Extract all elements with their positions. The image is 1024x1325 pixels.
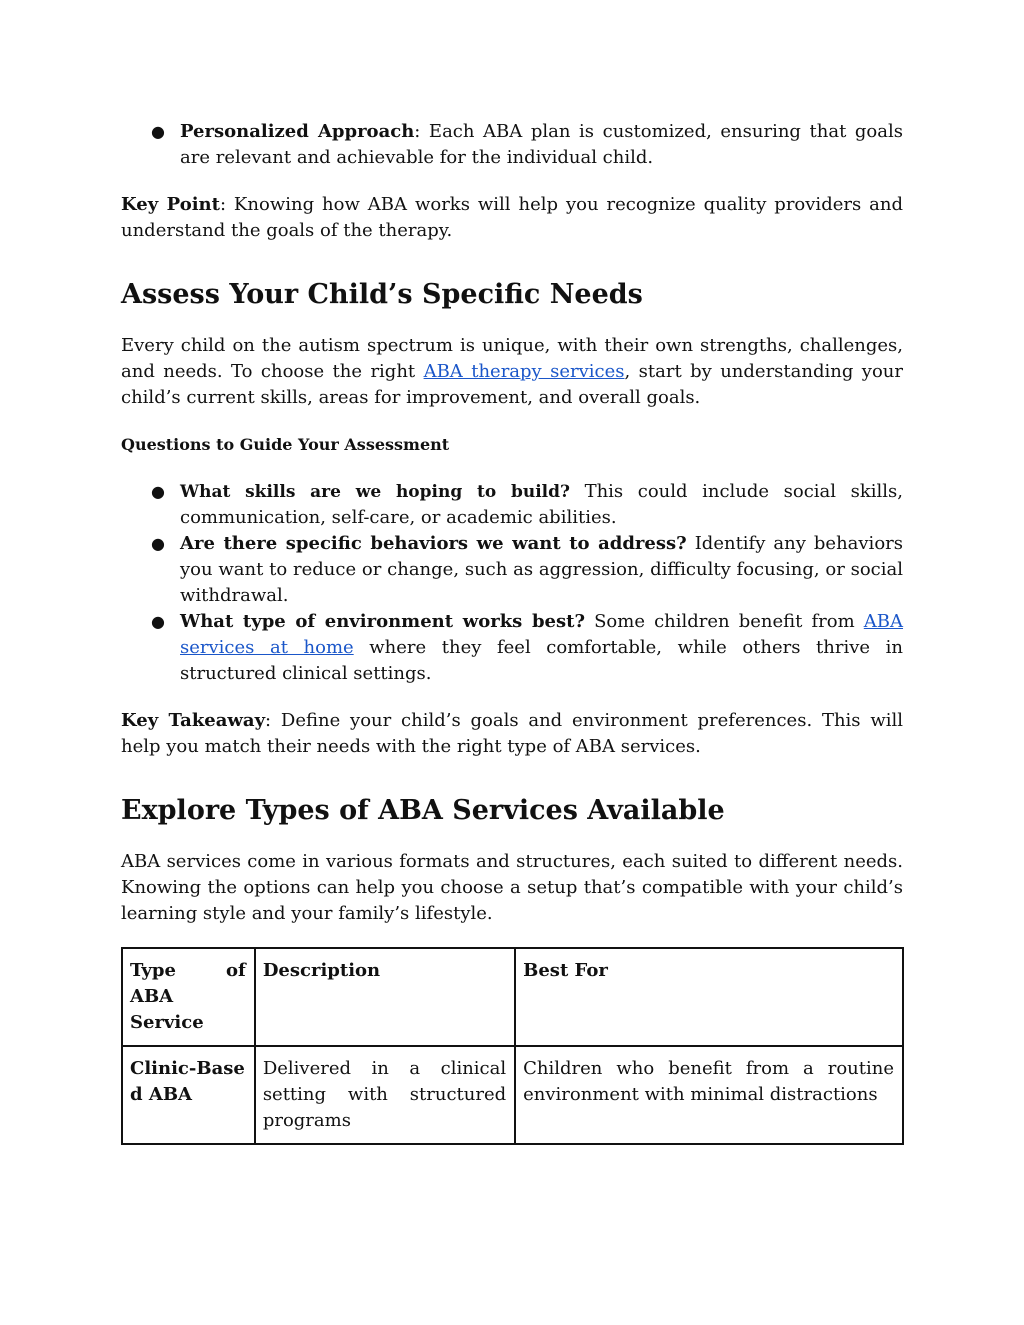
list-item (151, 531, 903, 609)
table-header-cell: Best For (515, 948, 903, 1046)
bullet-icon: ● (151, 122, 165, 141)
bullet-icon: ● (151, 534, 165, 553)
intro-bullet-list (121, 119, 903, 171)
assess-text-after: , start by understanding your child’s current skills, areas for improvement, and overall goals. (121, 361, 903, 408)
questions-subheading: Questions to Guide Your Assessment (121, 435, 450, 454)
question-answer-before: Some children benefit from (585, 611, 864, 632)
question-answer: Identify any behaviors you want to reduce or change, such as aggression, difficulty focusing, or social withdrawal. (180, 533, 903, 606)
table-cell: Clinic-Based ABA (122, 1046, 255, 1144)
key-point-paragraph (121, 192, 903, 244)
assess-paragraph (121, 333, 903, 411)
key-takeaway-text: : Define your child’s goals and environment preferences. This will help you match their needs with the right type of ABA services. (121, 710, 904, 757)
bullet-icon: ● (151, 482, 165, 501)
bullet-text: : Each ABA plan is customized, ensuring that goals are relevant and achievable for the individual child. (180, 121, 903, 168)
explore-paragraph: ABA services come in various formats and structures, each suited to different needs. Knowing the options can help you choose a setup that’s compatible with your child’s learning style and your family’s lifestyle. (121, 851, 903, 924)
question-label: What skills are we hoping to build? (180, 482, 570, 502)
table-cell: Children who benefit from a routine environment with minimal distractions (515, 1046, 903, 1144)
section-heading-assess: Assess Your Child’s Specific Needs (121, 279, 643, 310)
table-cell: Delivered in a clinical setting with structured programs (255, 1046, 515, 1144)
table-header-cell: Type of ABA Service (122, 948, 255, 1046)
key-takeaway-paragraph (121, 708, 903, 760)
question-label: Are there specific behaviors we want to address? (180, 533, 687, 554)
key-takeaway-label: Key Takeaway (121, 710, 266, 731)
aba-services-table (121, 947, 904, 1145)
list-item (151, 609, 904, 687)
question-answer-after: where they feel comfortable, while others thrive in structured clinical settings. (180, 637, 903, 684)
bullet-label: Personalized Approach (180, 121, 415, 142)
question-label: What type of environment works best? (180, 611, 585, 632)
table-header-cell: Description (255, 948, 515, 1046)
questions-list (121, 479, 903, 687)
aba-services-at-home-link[interactable]: ABA services at home (180, 611, 904, 658)
key-point-text: : Knowing how ABA works will help you recognize quality providers and understand the goals of the therapy. (121, 194, 903, 241)
table-header-row (122, 948, 903, 1046)
assess-text-before: Every child on the autism spectrum is unique, with their own strengths, challenges, and needs. To choose the right (121, 335, 903, 382)
key-point-label: Key Point (121, 194, 220, 215)
document-page (121, 119, 903, 1145)
bullet-icon: ● (151, 612, 165, 631)
section-heading-explore: Explore Types of ABA Services Available (121, 795, 725, 826)
aba-therapy-services-link[interactable]: ABA therapy services (423, 361, 625, 382)
table-row (122, 1046, 903, 1144)
list-item (151, 119, 903, 171)
question-answer: This could include social skills, communication, self-care, or academic abilities. (180, 481, 903, 528)
list-item (151, 479, 903, 531)
